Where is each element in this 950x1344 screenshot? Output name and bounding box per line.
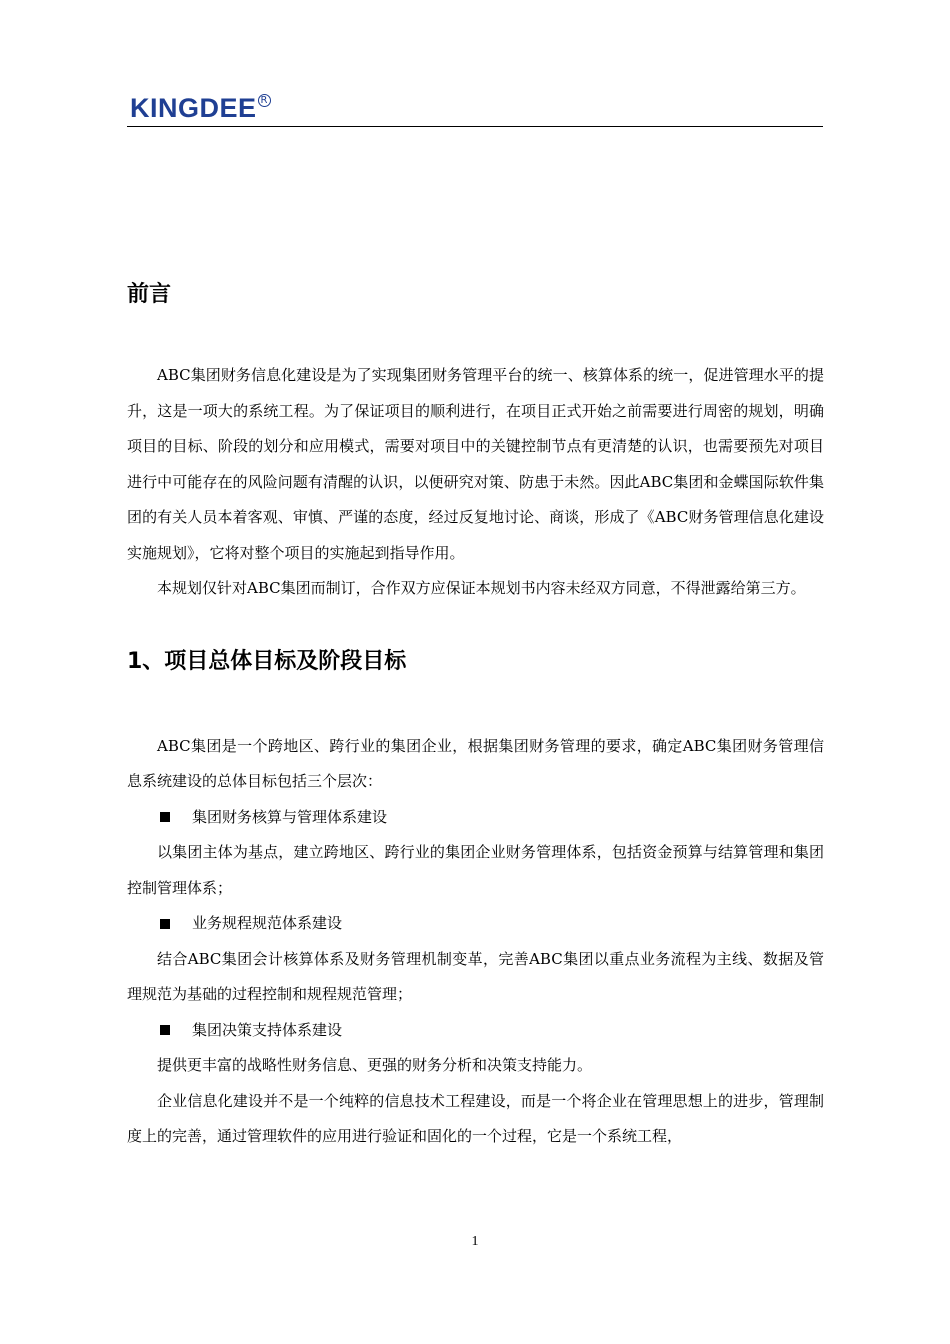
document-body [127,270,824,1155]
registered-mark-icon: R [258,94,271,107]
logo-text: KINGDEE [130,93,257,123]
bullet-body: 提供更丰富的战略性财务信息、更强的财务分析和决策支持能力。 [157,1056,593,1074]
square-bullet-icon [160,919,170,929]
bullet-heading: 集团决策支持体系建设 [192,1020,343,1039]
section-1-intro: ABC集团是一个跨地区、跨行业的集团企业，根据集团财务管理的要求，确定ABC集团财务管理信息系统建设的总体目标包括三个层次： [127,736,824,790]
bullet-item [127,800,824,836]
bullet-heading: 集团财务核算与管理体系建设 [192,807,388,826]
preface-title: 前言 [127,282,172,307]
bullet-item [127,906,824,942]
preface-paragraph: 本规划仅针对ABC集团而制订，合作双方应保证本规划书内容未经双方同意，不得泄露给第三方。 [157,579,806,597]
bullet-heading: 业务规程规范体系建设 [192,914,343,932]
page-number: 1 [471,1234,479,1249]
header-divider [127,126,823,127]
section-1-title: 1、项目总体目标及阶段目标 [127,648,407,674]
section-1-closing: 企业信息化建设并不是一个纯粹的信息技术工程建设，而是一个将企业在管理思想上的进步，管理制度上的完善，通过管理软件的应用进行验证和固化的一个过程，它是一个系统工程， [127,1091,824,1145]
bullet-body: 以集团主体为基点，建立跨地区、跨行业的集团企业财务管理体系，包括资金预算与结算管理和集团控制管理体系； [127,843,824,897]
square-bullet-icon [160,812,170,822]
bullet-item [127,1013,824,1049]
square-bullet-icon [160,1025,170,1035]
kingdee-logo [130,92,271,124]
bullet-body: 结合ABC集团会计核算体系及财务管理机制变革，完善ABC集团以重点业务流程为主线、数据及管理规范为基础的过程控制和规程规范管理； [127,949,824,1003]
preface-paragraph: ABC集团财务信息化建设是为了实现集团财务管理平台的统一、核算体系的统一，促进管理水平的提升，这是一项大的系统工程。为了保证项目的顺利进行，在项目正式开始之前需要进行周密的规划，明确项目的目标、阶段的划分和应用模式，需要对项目中的关键控制节点有更清楚的认识，也需要预先对项目进行中可能存在的风险问题有清醒的认识，以便研究对策、防患于未然。因此ABC集团和金蝶国际软件集团的有关人员本着客观、审慎、严谨的态度，经过反复地讨论、商谈，形成了《ABC财务管理信息化建设实施规划》，它将对整个项目的实施起到指导作用。 [127,366,824,562]
